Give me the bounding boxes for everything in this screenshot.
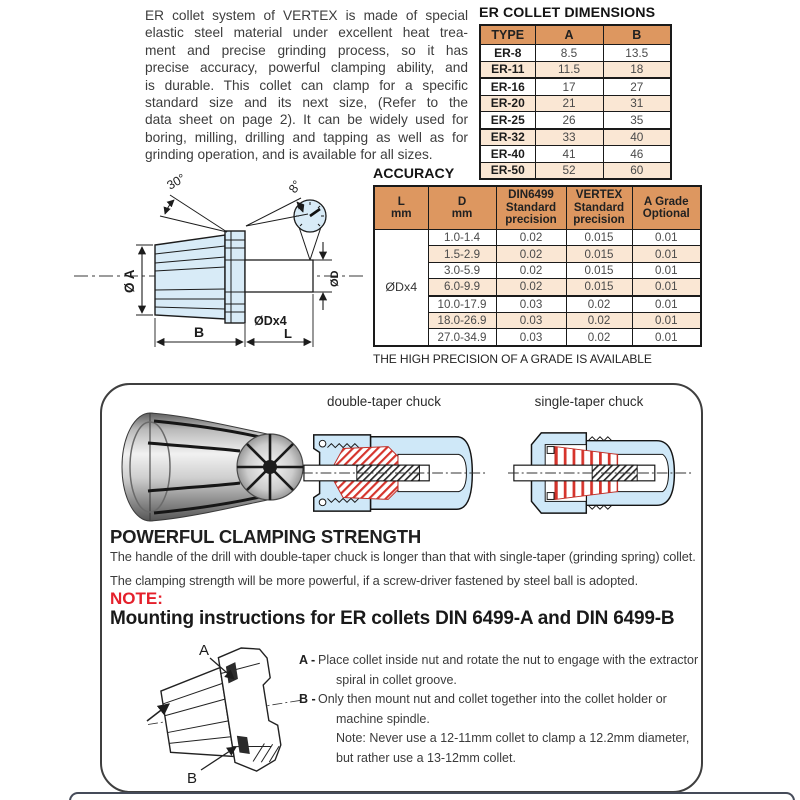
single-taper-chuck-diagram (508, 423, 692, 523)
intro-line: precise accuracy, powerful clamping ability, and (145, 60, 468, 76)
angle-label-30: 30° (164, 171, 188, 193)
instruction-line (299, 729, 698, 749)
column-header: VERTEX Standard precision (566, 186, 632, 230)
accuracy-section (373, 166, 703, 366)
clamping-strength-heading: POWERFUL CLAMPING STRENGTH (110, 526, 422, 547)
body-line: The handle of the drill with double-taper chuck is longer than that with single-taper (grinding spring) collet. (110, 549, 696, 564)
double-taper-chuck-diagram (302, 423, 486, 523)
intro-line: standard size and its next size, (Refer to the (145, 95, 468, 111)
l-span-cell: ØDx4 (374, 230, 428, 346)
table-row: ER-11 11.5 18 (480, 61, 671, 78)
dimensions-table-title: ER COLLET DIMENSIONS (479, 5, 656, 21)
dim-label-dx4: ØDx4 (254, 314, 287, 328)
intro-line: boring, milling, drilling and tapping as well as for (145, 129, 468, 145)
column-header: DIN6499 Standard precision (496, 186, 566, 230)
column-header: B (603, 25, 671, 45)
table-header-row (480, 25, 671, 45)
dimensions-section (479, 5, 671, 180)
collet-nut-assembly-drawing (137, 637, 317, 787)
intro-paragraph (145, 7, 468, 164)
instruction-text: Place collet inside nut and rotate the nut to engage with the extractor (318, 653, 699, 667)
instruction-line (299, 749, 698, 769)
single-taper-chuck-label: single-taper chuck (534, 394, 644, 409)
intro-line: data sheet on page 2). It can be widely used for (145, 112, 468, 128)
table-row: ER-40 41 46 (480, 146, 671, 163)
column-header: TYPE (480, 25, 535, 45)
table-row: 1.5-2.9 0.02 0.015 0.01 (374, 246, 701, 262)
intro-line: elastic steel material under excellent heat trea- (145, 25, 468, 41)
table-row: ØDx4 1.0-1.4 0.02 0.015 0.01 (374, 230, 701, 246)
clamping-info-box (100, 383, 703, 793)
instruction-text: spiral in collet groove. (336, 672, 457, 687)
intro-line: ER collet system of VERTEX is made of special (145, 8, 468, 23)
table-row: ER-8 8.5 13.5 (480, 45, 671, 62)
table-header-row (374, 186, 701, 230)
table-row: 10.0-17.9 0.03 0.02 0.01 (374, 296, 701, 313)
diagram-label-a: A (199, 642, 210, 659)
mounting-instructions-heading: Mounting instructions for ER collets DIN 6499-A and DIN 6499-B (110, 608, 675, 629)
dim-label-dia-a: Ø A (122, 269, 137, 293)
instruction-line (299, 671, 698, 691)
instruction-line (299, 710, 698, 730)
mounting-instructions (299, 651, 698, 769)
intro-line: ment and precise grinding process, so it has (145, 42, 468, 58)
diagram-label-b: B (187, 770, 198, 787)
intro-line: is durable. This collet can clamp for a specific (145, 77, 468, 93)
column-header: A (535, 25, 603, 45)
dim-label-dia-d: ØD (329, 270, 341, 287)
clamping-strength-body (110, 545, 696, 592)
angle-label-8: 8° (285, 177, 305, 196)
instruction-line (299, 690, 698, 710)
table-row: ER-20 21 31 (480, 95, 671, 112)
table-row: ER-32 33 40 (480, 129, 671, 146)
table-row: ER-50 52 60 (480, 162, 671, 179)
collet-photo (114, 407, 314, 527)
note-label: NOTE: (110, 589, 163, 608)
table-row: 3.0-5.9 0.02 0.015 0.01 (374, 262, 701, 278)
footer-box-top-edge (69, 792, 795, 800)
column-header: D mm (428, 186, 496, 230)
intro-line: grinding operation, and is available for all sizes. (145, 147, 433, 163)
table-row: 27.0-34.9 0.03 0.02 0.01 (374, 329, 701, 346)
accuracy-footnote: THE HIGH PRECISION OF A GRADE IS AVAILABLE (373, 351, 652, 366)
accuracy-table-title: ACCURACY (373, 166, 455, 182)
dial-indicator-icon (294, 200, 326, 260)
collet-technical-drawing (58, 166, 370, 362)
dim-label-l: L (284, 326, 292, 341)
instruction-label: A - (299, 653, 316, 667)
accuracy-table (373, 185, 702, 347)
dimensions-table (479, 24, 672, 180)
column-header: A Grade Optional (632, 186, 701, 230)
instruction-label: B - (299, 692, 316, 707)
instruction-line (299, 651, 698, 671)
instruction-text: Only then mount nut and collet together into the collet holder or (318, 692, 667, 707)
table-row: 18.0-26.9 0.03 0.02 0.01 (374, 312, 701, 328)
body-line: The clamping strength will be more powerful, if a screw-driver fastened by steel ball is adopted. (110, 572, 639, 588)
dim-label-b: B (194, 324, 205, 340)
instruction-text: Note: Never use a 12-11mm collet to clamp a 12.2mm diameter, (336, 731, 690, 746)
table-row: ER-16 17 27 (480, 78, 671, 95)
instruction-text: but rather use a 13-12mm collet. (336, 750, 516, 765)
instruction-text: machine spindle. (336, 711, 430, 726)
column-header: L mm (374, 186, 428, 230)
double-taper-chuck-label: double-taper chuck (327, 394, 441, 409)
table-row: 6.0-9.9 0.02 0.015 0.01 (374, 279, 701, 296)
table-row: ER-25 26 35 (480, 112, 671, 129)
